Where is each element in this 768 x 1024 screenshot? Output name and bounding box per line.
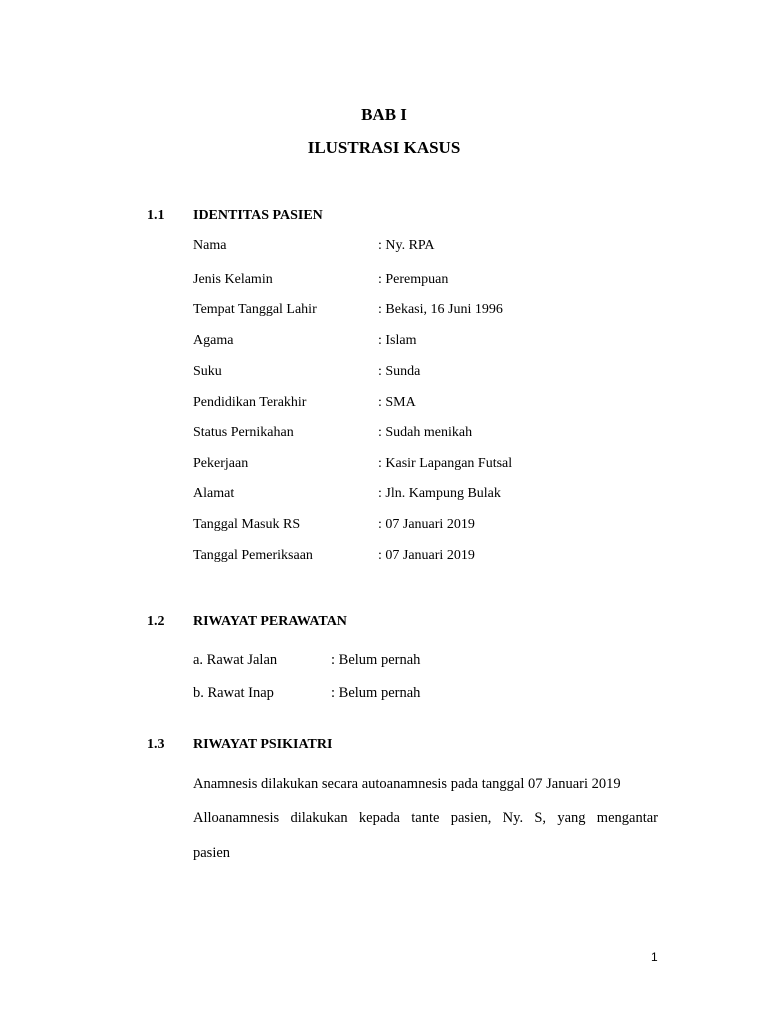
identity-value: : Ny. RPA (378, 238, 435, 253)
identity-label: Tempat Tanggal Lahir (193, 302, 317, 317)
identity-label: Jenis Kelamin (193, 272, 273, 287)
identity-value: : Islam (378, 333, 417, 348)
chapter-heading: BAB I (361, 105, 407, 124)
identity-value: : Kasir Lapangan Futsal (378, 456, 513, 471)
treatment-label: a. Rawat Jalan (193, 652, 278, 668)
treatment-value: : Belum pernah (331, 652, 421, 668)
chapter-title: ILUSTRASI KASUS (307, 138, 461, 157)
identity-value: : Perempuan (378, 272, 449, 287)
section-number-1-1: 1.1 (147, 208, 165, 223)
treatment-label: b. Rawat Inap (193, 685, 274, 701)
identity-value: : 07 Januari 2019 (378, 517, 475, 532)
identity-value: : Bekasi, 16 Juni 1996 (378, 302, 503, 317)
section-title-identitas-pasien: IDENTITAS PASIEN (193, 208, 323, 223)
treatment-value: : Belum pernah (331, 685, 421, 701)
page-number: 1 (651, 950, 658, 964)
identity-label: Nama (193, 238, 227, 253)
section-number-1-2: 1.2 (147, 614, 165, 629)
identity-label: Pekerjaan (193, 456, 249, 471)
identity-label: Pendidikan Terakhir (193, 395, 307, 410)
identity-value: : Sunda (378, 364, 421, 379)
paragraph-alloanamnesis: Alloanamnesis dilakukan kepada tante pasien, Ny. S, yang mengantar (193, 810, 658, 826)
section-title-riwayat-psikiatri: RIWAYAT PSIKIATRI (193, 737, 333, 752)
identity-value: : Jln. Kampung Bulak (378, 486, 501, 501)
identity-label: Tanggal Pemeriksaan (193, 548, 313, 563)
section-title-riwayat-perawatan: RIWAYAT PERAWATAN (193, 614, 347, 629)
paragraph-anamnesis: Anamnesis dilakukan secara autoanamnesis pada tanggal 07 Januari 2019 (193, 776, 621, 792)
identity-value: : Sudah menikah (378, 425, 473, 440)
identity-label: Tanggal Masuk RS (193, 517, 301, 532)
identity-label: Suku (193, 364, 222, 379)
identity-value: : SMA (378, 395, 416, 410)
identity-label: Alamat (193, 486, 235, 501)
section-number-1-3: 1.3 (147, 737, 165, 752)
paragraph-alloanamnesis-continued: pasien (193, 845, 231, 861)
identity-value: : 07 Januari 2019 (378, 548, 475, 563)
identity-label: Status Pernikahan (193, 425, 294, 440)
identity-label: Agama (193, 333, 234, 348)
